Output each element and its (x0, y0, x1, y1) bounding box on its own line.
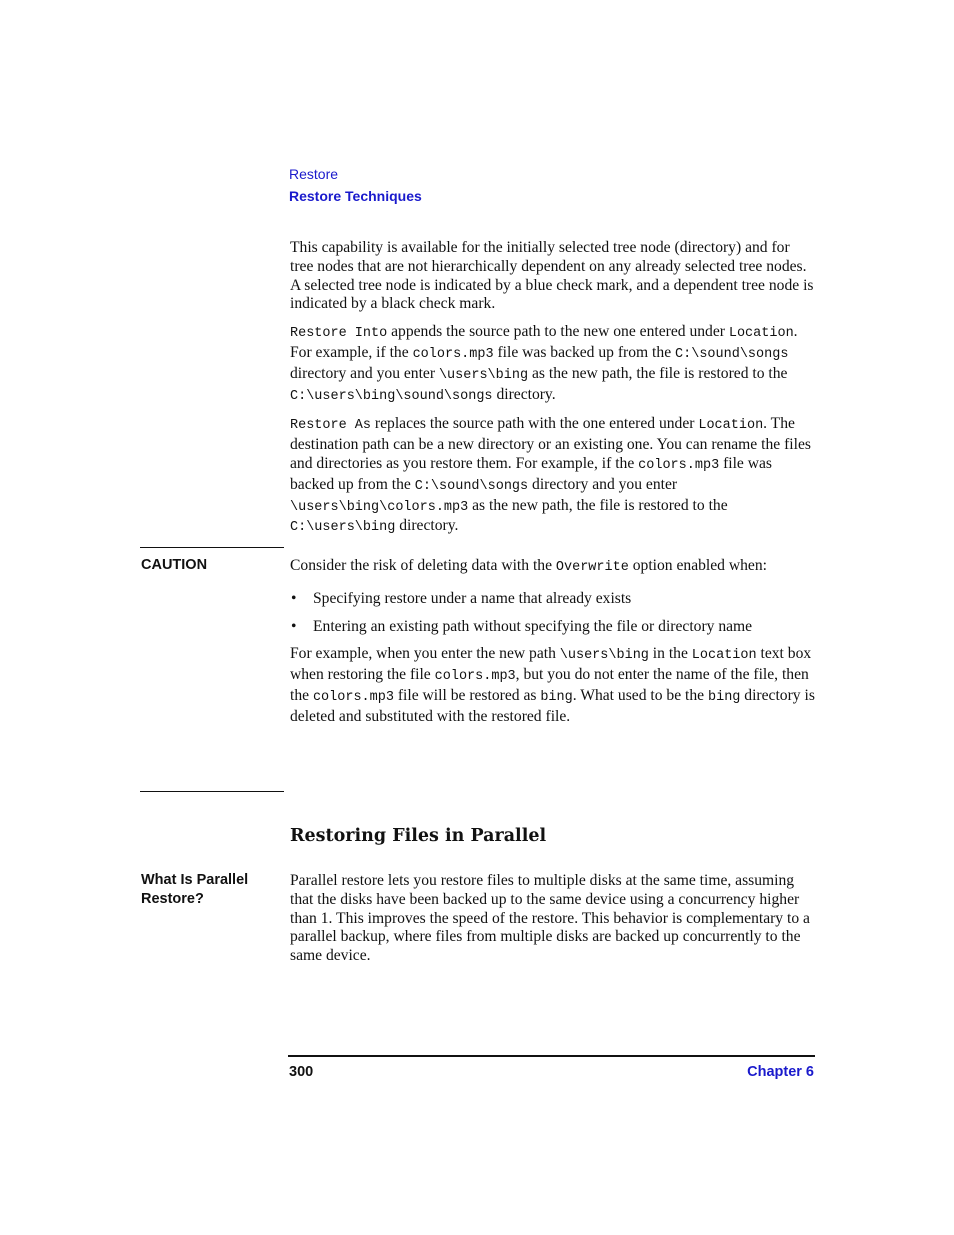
restore-into-paragraph: Restore Into appends the source path to the new one entered under Location. For example, if the colors.mp3 file was backed up from the C:\sound\songs directory and you enter \users\bing as the new path, the file is restored to the C:\users\bing\sound\songs directory. (290, 323, 798, 404)
list-item: • Entering an existing path without specifying the file or directory name (291, 617, 753, 635)
overwrite-code: Overwrite (555, 560, 629, 575)
bullet-icon: • (291, 589, 297, 607)
caution-paragraph-1: Consider the risk of deleting data with the Overwrite option enabled when: (290, 557, 767, 575)
caution-top-rule (140, 547, 284, 548)
footer-rule (288, 1055, 815, 1057)
caution-bottom-rule (140, 791, 284, 792)
chapter-link[interactable]: Chapter 6 (747, 1064, 814, 1080)
caution-paragraph-2: For example, when you enter the new path \users\bing in the Location text box when restoring the file colors.mp3, but you do not enter the name of the file, then the colors.mp3 file will be restored as bing. What used to be the bing directory is deleted and substituted with the restored file. (290, 645, 815, 725)
breadcrumb-section[interactable]: Restore (289, 166, 339, 182)
intro-text (290, 239, 815, 538)
page-number: 300 (289, 1064, 314, 1080)
restore-into-code: Restore Into (290, 326, 388, 342)
section-heading: Restoring Files in Parallel (290, 826, 547, 846)
intro-paragraph-1: This capability is available for the initially selected tree node (directory) and for tree nodes that are not hierarchically dependent on any already selected tree nodes. A selected tree node is indicated by a blue check mark, and a dependent tree node is indicated by a black check mark. (290, 239, 814, 313)
caution-label: CAUTION (141, 557, 208, 573)
restore-as-code: Restore As (290, 418, 372, 434)
caution-text (290, 557, 815, 727)
breadcrumb-subsection[interactable]: Restore Techniques (289, 188, 422, 204)
list-item: • Specifying restore under a name that already exists (291, 589, 632, 607)
restore-as-paragraph: Restore As replaces the source path with the one entered under Location. The destination path can be a new directory or an existing one. You can rename the files and directories as you restore them. For example, if the colors.mp3 file was backed up from the C:\sound\songs directory and you enter \users\bing\colors.mp3 as the new path, the file is restored to the C:\users\bing directory. (290, 415, 811, 536)
bullet-icon: • (291, 617, 297, 635)
parallel-restore-text (290, 872, 815, 966)
parallel-restore-paragraph: Parallel restore lets you restore files to multiple disks at the same time, assuming that the disks have been backed up to the same device using a concurrency higher than 1. This improves the speed of the restore. This behavior is complementary to a parallel backup, where files from multiple disks are backed up concurrently to the same device. (290, 872, 810, 965)
caution-bullet-list (290, 590, 815, 637)
sidebar-label-parallel-restore: What Is Parallel Restore? (141, 872, 249, 907)
